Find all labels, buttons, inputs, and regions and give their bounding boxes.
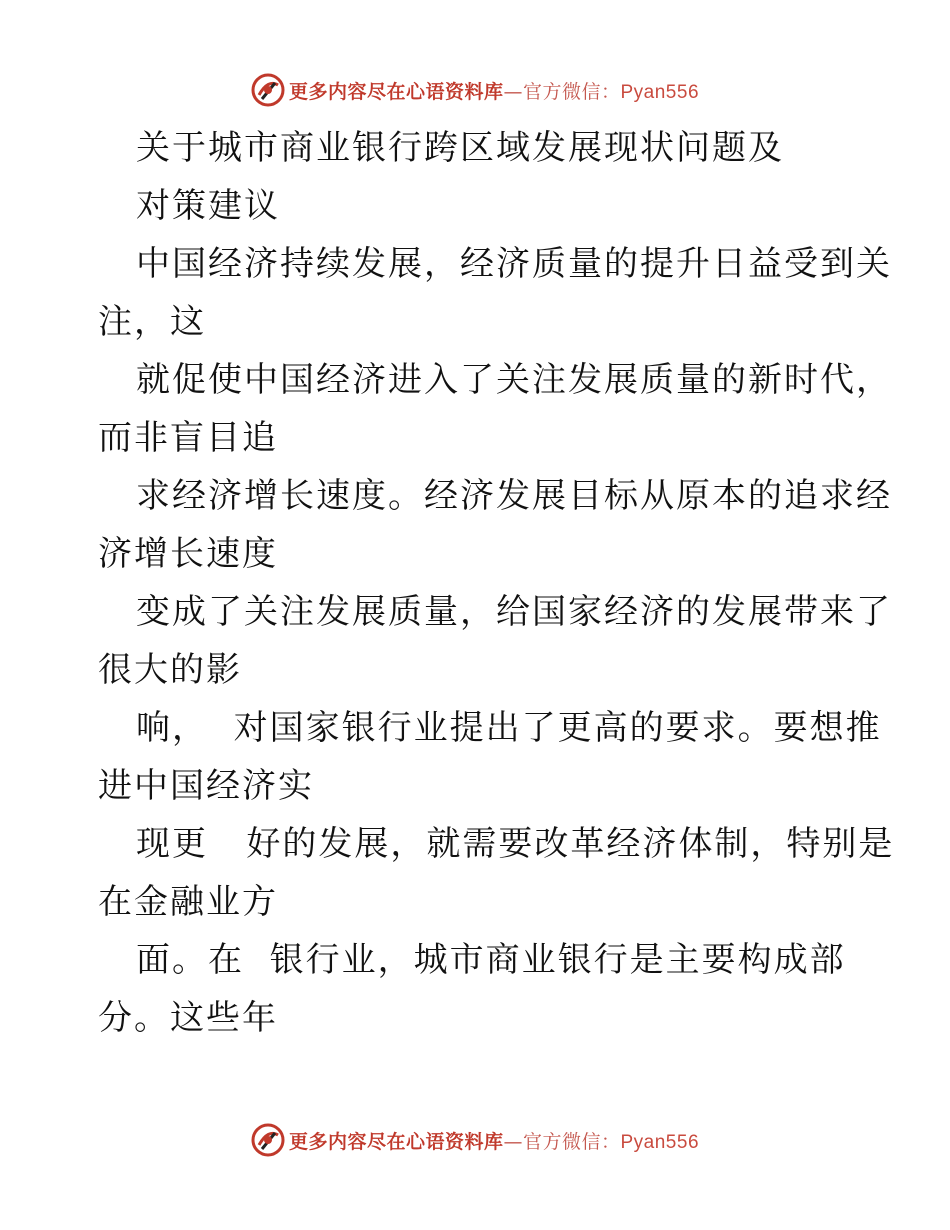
paragraph-line: 而非盲目追 [98,418,278,458]
document-title-line-1: 关于城市商业银行跨区域发展现状问题及 [136,128,784,168]
paragraph-line: 中国经济持续发展，经济质量的提升日益受到关 [136,244,892,284]
paragraph-line: 现更 好的发展，就需要改革经济体制，特别是 [136,824,895,864]
paragraph-line: 分。这些年 [98,998,278,1038]
paragraph-line: 求经济增长速度。经济发展目标从原本的追求经 [136,476,892,516]
header-watermark [0,70,950,110]
paragraph-line: 就促使中国经济进入了关注发展质量的新时代， [136,360,892,400]
paragraph-line: 在金融业方 [98,882,278,922]
document-title-line-2: 对策建议 [136,186,280,226]
paragraph-line: 注，这 [98,302,206,342]
paragraph-line: 济增长速度 [98,534,278,574]
watermark-text: 更多内容尽在心语资料库—官方微信：Pyan556 [288,1130,700,1153]
watermark-text: 更多内容尽在心语资料库—官方微信：Pyan556 [288,80,700,103]
paragraph-line: 响， 对国家银行业提出了更高的要求。要想推 [136,708,882,748]
footer-watermark [0,1120,950,1160]
logo-icon [251,73,285,107]
paragraph-line: 进中国经济实 [98,766,314,806]
paragraph-line: 变成了关注发展质量，给国家经济的发展带来了 [136,592,892,632]
paragraph-line: 面。在 银行业，城市商业银行是主要构成部 [136,940,846,980]
logo-icon [251,1123,285,1157]
paragraph-line: 很大的影 [98,650,242,690]
